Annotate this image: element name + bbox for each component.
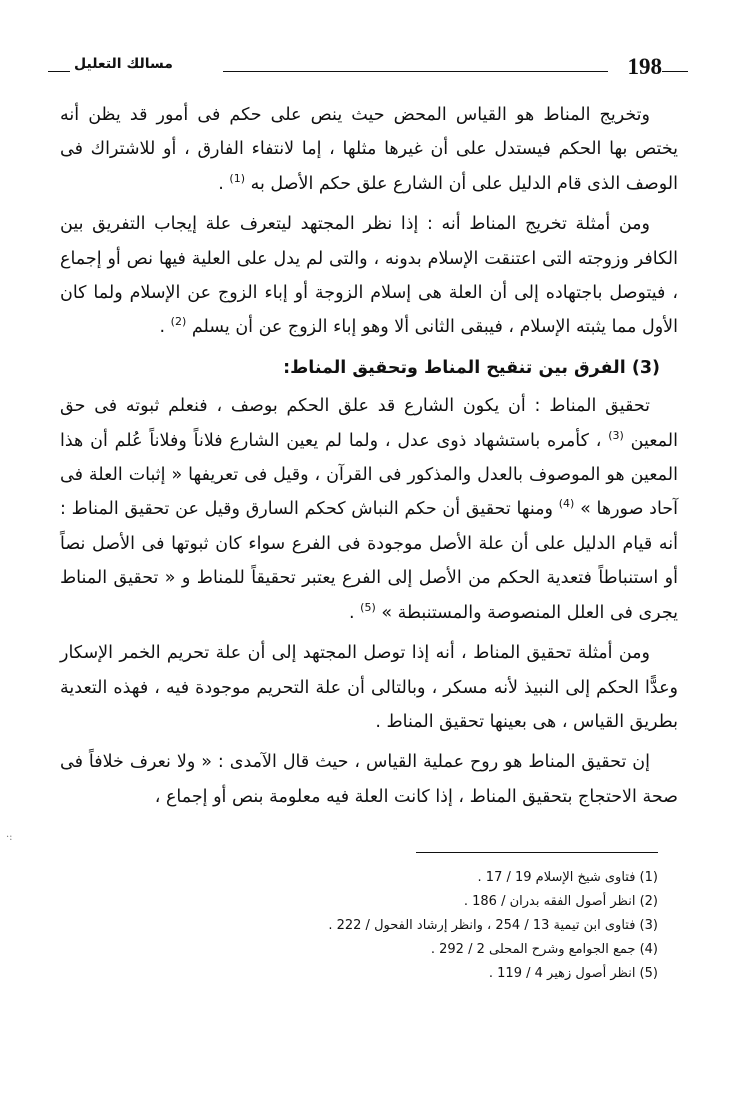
header-rule	[223, 71, 608, 72]
paragraph-tahqiq-example: ومن أمثلة تحقيق المناط ، أنه إذا توصل المجتهد إلى أن علة تحريم الخمر الإسكار وعدًّا الحكم إلى النبيذ لأنه مسكر ، وبالتالى أن علة التحريم موجودة فيه ، فهذه التعدية بطريق القياس ، هى بعينها تحقيق المناط .	[60, 643, 678, 732]
footnote-item: (5) انظر أصول زهير 4 / 119 .	[488, 966, 658, 981]
paragraph-text: وتخريج المناط هو القياس المحض حيث ينص على حكم فى أمور قد يظن أنه يختص بها الحكم فيستدل على أن غيرها مثلها ، إما لانتفاء الفارق ، أو للاشتراك فى الوصف الذى قام الدليل على أن الشارع علق حكم الأصل به	[60, 105, 678, 194]
footnotes	[158, 866, 658, 986]
footnote-item: (4) جمع الجوامع وشرح المحلى 2 / 292 .	[430, 942, 658, 957]
running-header	[48, 52, 688, 88]
paragraph-takhrij-definition: وتخريج المناط هو القياس المحض حيث ينص على حكم فى أمور قد يظن أنه يختص بها الحكم فيستدل على أن غيرها مثلها ، إما لانتفاء الفارق ، أو للاشتراك فى الوصف الذى قام الدليل على أن الشارع علق حكم الأصل به $^{(1)}$ .	[60, 105, 678, 194]
footnote-item: (2) انظر أصول الفقه بدران / 186 .	[463, 894, 658, 909]
paragraph-text: ومنها تحقيق أن حكم النباش كحكم السارق وقيل عن تحقيق المناط : أنه قيام الدليل على أن علة الأصل موجودة فى الفرع سواء كان ثبوتها فى الأصل نصاً أو استنباطاً فتعدية الحكم من الأصل إلى الفرع يعتبر تحقيقاً للمناط و « تحقيق المناط يجرى فى العلل المنصوصة والمستنبطة »	[60, 499, 678, 623]
footnote-ref-2: (2)	[170, 315, 187, 329]
paragraph-amidi-quote: إن تحقيق المناط هو روح عملية القياس ، حيث قال الآمدى : « ولا نعرف خلافاً فى صحة الاحتجاج بتحقيق المناط ، إذا كانت العلة فيه معلومة بنص أو إجماع ،	[60, 752, 678, 807]
main-text	[60, 98, 678, 820]
section-heading: (3) الفرق بين تنقيح المناط وتحقيق المناط:	[283, 357, 660, 378]
footnote-ref-1: (1)	[229, 171, 245, 185]
footnote-ref-3: (3)	[608, 428, 624, 442]
paragraph-takhrij-example: ومن أمثلة تخريج المناط أنه : إذا نظر المجتهد ليتعرف علة إيجاب التفريق بين الكافر وزوجته التى اعتنقت الإسلام بدونه ، والتى لم يدل على العلية فيها نص أو إجماع ، فيتوصل باجتهاده إلى أن العلة هى إسلام الزوجة أو إباء الزوج عن الإسلام ولما كان الأول مما يثبته الإسلام ، فيبقى الثانى ألا وهو إباء الزوج عن أن يسلم $^{(2)}$ .	[60, 214, 678, 338]
paragraph-text: ، كأمره باستشهاد ذوى عدل ، ولما لم يعين الشارع فلاناً وفلاناً عُلم أن هذا المعين هو الموصوف بالعدل والمذكور فى القرآن ، وقيل فى تعريفها « إثبات العلة فى آحاد صورها »	[60, 430, 678, 520]
paragraph-text: تحقيق المناط : أن يكون الشارع قد علق الحكم بوصف ، فنعلم ثبوته فى حق المعين	[60, 396, 678, 451]
footnote-item: (3) فتاوى ابن تيمية 13 / 254 ، وانظر إرشاد الفحول / 222 .	[328, 918, 658, 933]
footnote-item: (1) فتاوى شيخ الإسلام 19 / 17 .	[477, 870, 658, 885]
footnote-ref-5: (5)	[360, 600, 376, 614]
footnote-ref-4: (4)	[558, 497, 575, 511]
header-dash-right	[662, 71, 688, 72]
page-number: 198	[627, 54, 662, 79]
header-dash-left	[48, 71, 70, 72]
running-title: مسالك التعليل	[74, 56, 173, 72]
scan-speck: ·:	[6, 832, 13, 843]
paragraph-text: ومن أمثلة تخريج المناط أنه : إذا نظر المجتهد ليتعرف علة إيجاب التفريق بين الكافر وزوجته التى اعتنقت الإسلام بدونه ، والتى لم يدل على العلية فيها نص أو إجماع ، فيتوصل باجتهاده إلى أن العلة هى إسلام الزوجة أو إباء الزوج عن الإسلام ولما كان الأول مما يثبته الإسلام ، فيبقى الثانى ألا وهو إباء الزوج عن أن يسلم	[60, 214, 678, 338]
footnote-separator	[416, 852, 658, 853]
paragraph-tahqiq-definition: تحقيق المناط : أن يكون الشارع قد علق الحكم بوصف ، فنعلم ثبوته فى حق المعين $^{(3)}$ ، كأمره باستشهاد ذوى عدل ، ولما لم يعين الشارع فلاناً وفلاناً عُلم أن هذا المعين هو الموصوف بالعدل والمذكور فى القرآن ، وقيل فى تعريفها « إثبات العلة فى آحاد صورها » $^{(4)}$ ومنها تحقيق أن حكم النباش كحكم السارق وقيل عن تحقيق المناط : أنه قيام الدليل على أن علة الأصل موجودة فى الفرع سواء كان ثبوتها فى الأصل نصاً أو استنباطاً فتعدية الحكم من الأصل إلى الفرع يعتبر تحقيقاً للمناط و « تحقيق المناط يجرى فى العلل المنصوصة والمستنبطة » $^{(5)}$ .	[60, 396, 678, 623]
